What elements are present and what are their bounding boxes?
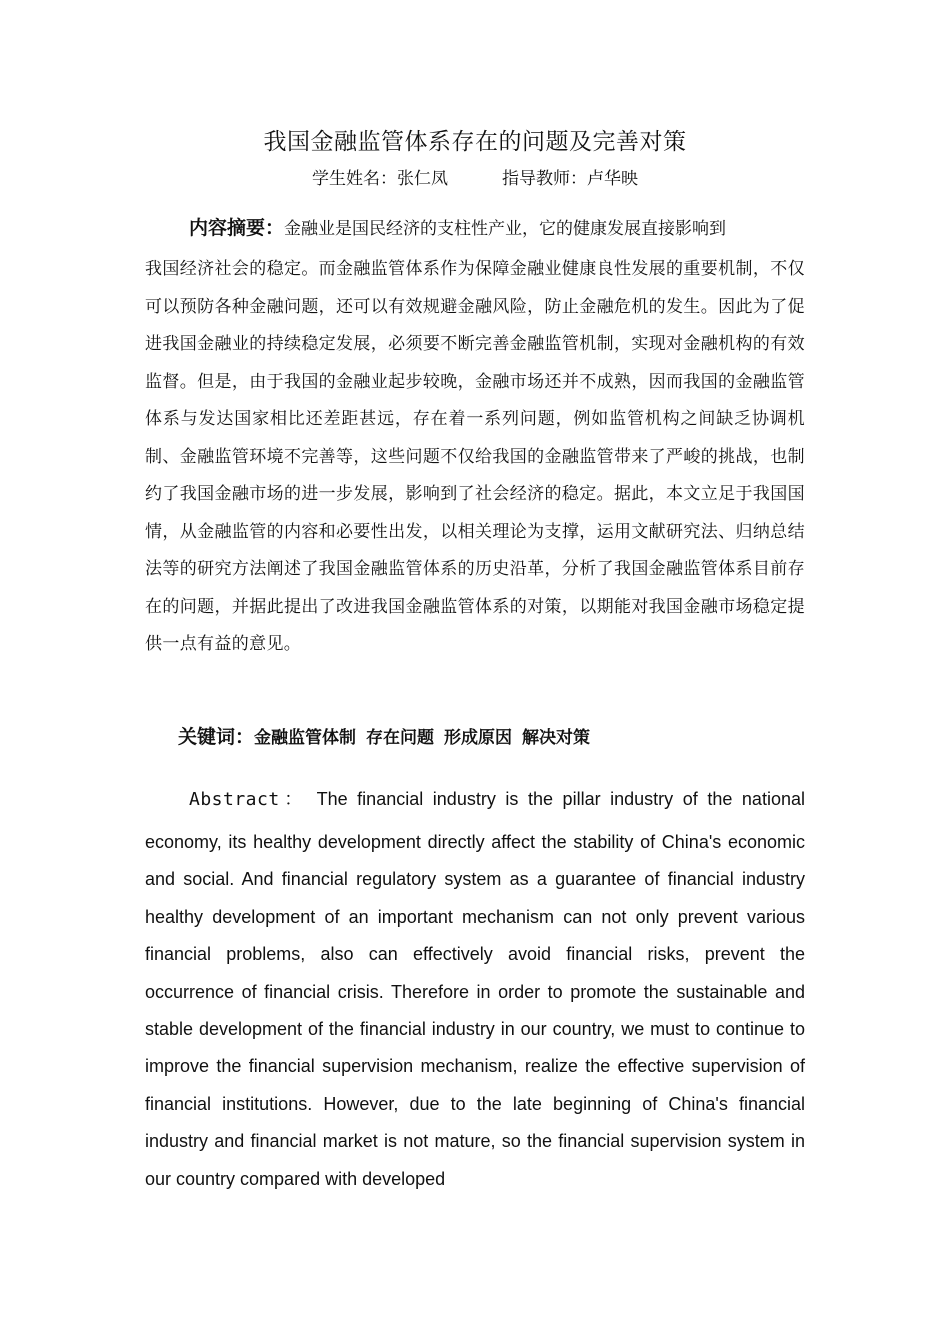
advisor-name: 卢华映 — [587, 169, 638, 189]
advisor-label: 指导教师： — [502, 169, 587, 189]
english-abstract — [145, 783, 805, 1198]
keyword-item: 存在问题 — [366, 728, 435, 748]
keyword-item: 形成原因 — [444, 728, 513, 748]
chinese-abstract — [145, 213, 805, 664]
chinese-abstract-first-line — [145, 213, 805, 245]
chinese-abstract-first-text: 金融业是国民经济的支柱性产业，它的健康发展直接影响到 — [284, 219, 727, 239]
chinese-abstract-body: 我国经济社会的稳定。而金融监管体系作为保障金融业健康良性发展的重要机制，不仅可以预防各种金融问题，还可以有效规避金融风险，防止金融危机的发生。因此为了促进我国金融业的持续稳定发展，必须要不断完善金融监管机制，实现对金融机构的有效监督。但是，由于我国的金融业起步较晚，金融市场还并不成熟，因而我国的金融监管体系与发达国家相比还差距甚远，存在着一系列问题，例如监管机构之间缺乏协调机制、金融监管环境不完善等，这些问题不仅给我国的金融监管带来了严峻的挑战，也制约了我国金融市场的进一步发展，影响到了社会经济的稳定。据此，本文立足于我国国情，从金融监管的内容和必要性出发，以相关理论为支撑，运用文献研究法、归纳总结法等的研究方法阐述了我国金融监管体系的历史沿革，分析了我国金融监管体系目前存在的问题，并据此提出了改进我国金融监管体系的对策，以期能对我国金融市场稳定提供一点有益的意见。 — [145, 259, 805, 654]
english-abstract-body: economy, its healthy development directly affect the stability of China's economic and social. And financial regulatory system as a guarantee of financial industry healthy development of an important mechanism can not only prevent various financial problems, also can effectively avoid financial risks, prevent the occurrence of financial crisis. Therefore in order to promote the sustainable and stable development of the financial industry in our country, we must to continue to improve the financial supervision mechanism, realize the effective supervision of financial institutions. However, due to the late beginning of China's financial industry and financial market is not mature, so the financial supervision system in our country compared with developed — [145, 832, 805, 1189]
keyword-item: 金融监管体制 — [254, 728, 357, 748]
student-name: 张仁凤 — [397, 169, 448, 189]
english-abstract-label: Abstract： — [189, 789, 308, 810]
chinese-abstract-label: 内容摘要： — [189, 217, 285, 239]
english-abstract-first-text: The financial industry is the pillar industry of the national — [316, 789, 805, 809]
author-line — [0, 166, 950, 192]
english-abstract-first-line — [145, 783, 805, 816]
keywords-line — [178, 722, 818, 753]
student-label: 学生姓名： — [312, 169, 397, 189]
keyword-item: 解决对策 — [522, 728, 591, 748]
keywords-label: 关键词： — [178, 726, 255, 748]
page-title: 我国金融监管体系存在的问题及完善对策 — [263, 129, 687, 155]
